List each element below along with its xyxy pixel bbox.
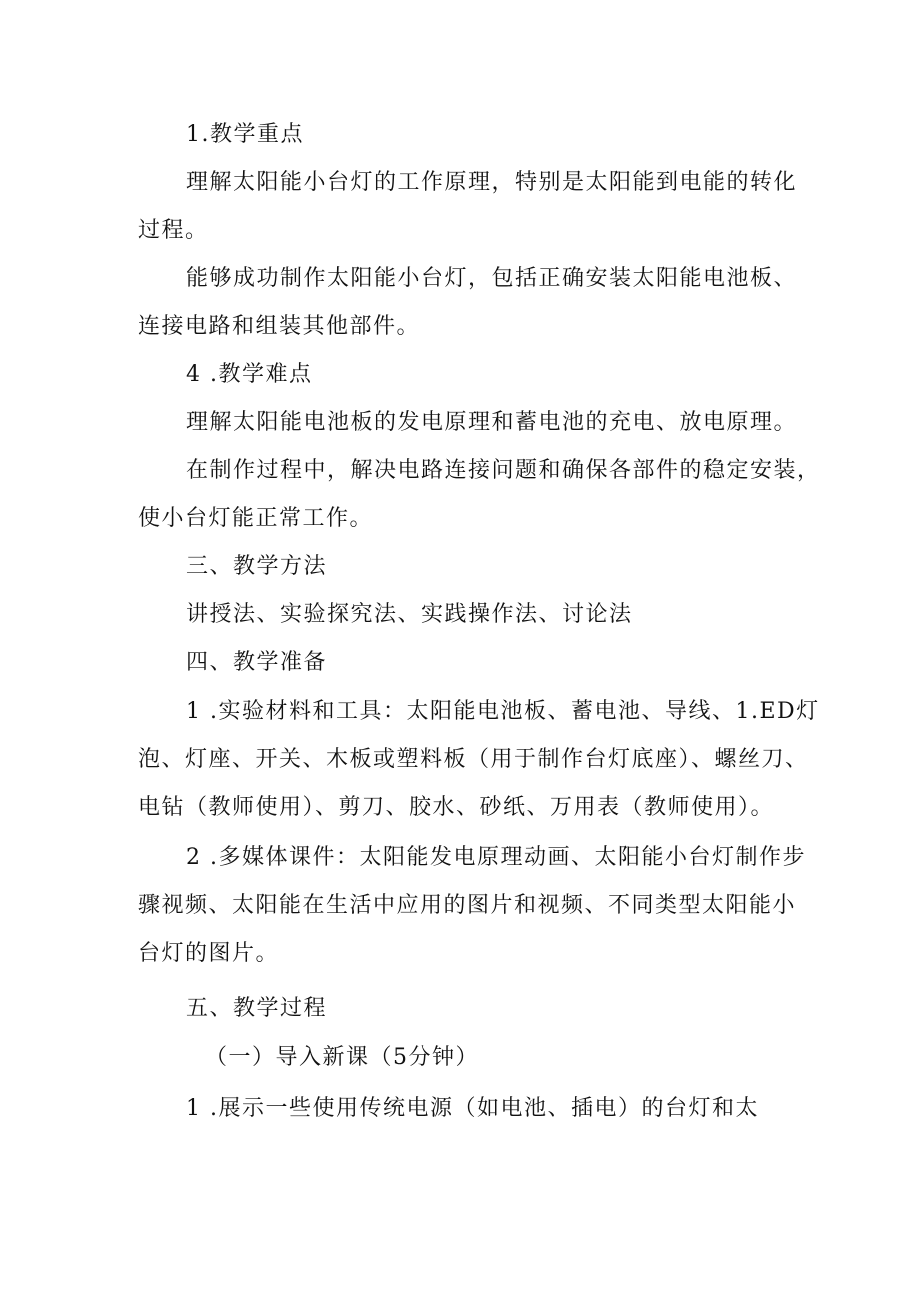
paragraph-line: 讲授法、实验探究法、实践操作法、讨论法 [186,602,633,627]
paragraph-line: 泡、灯座、开关、木板或塑料板（用于制作台灯底座）、螺丝刀、 [138,747,809,772]
paragraph-line: 台灯的图片。 [138,941,280,966]
paragraph-line: 1 .展示一些使用传统电源（如电池、插电）的台灯和太 [186,1096,759,1121]
paragraph-line: 骤视频、太阳能在生活中应用的图片和视频、不同类型太阳能小 [138,893,797,918]
paragraph-line: 在制作过程中，解决电路连接问题和确保各部件的稳定安装， [186,458,821,483]
section-heading-process: 五、教学过程 [186,996,328,1021]
heading-teaching-difficulty: 4 .教学难点 [186,362,313,387]
section-heading-methods: 三、教学方法 [186,554,328,579]
paragraph-line: 理解太阳能小台灯的工作原理，特别是太阳能到电能的转化 [186,170,798,195]
subsection-heading-intro: （一）导入新课（5分钟） [205,1045,479,1070]
paragraph-line: 连接电路和组装其他部件。 [138,314,421,339]
paragraph-line: 能够成功制作太阳能小台灯，包括正确安装太阳能电池板、 [186,266,798,291]
paragraph-line: 1 .实验材料和工具：太阳能电池板、蓄电池、导线、1.ED灯 [186,699,820,724]
paragraph-line: 过程。 [138,218,209,243]
paragraph-line: 2 .多媒体课件：太阳能发电原理动画、太阳能小台灯制作步 [186,845,806,870]
heading-teaching-focus: 1.教学重点 [186,122,304,147]
paragraph-line: 理解太阳能电池板的发电原理和蓄电池的充电、放电原理。 [186,410,798,435]
paragraph-line: 使小台灯能正常工作。 [138,506,374,531]
section-heading-preparation: 四、教学准备 [186,650,328,675]
paragraph-line: 电钻（教师使用）、剪刀、胶水、砂纸、万用表（教师使用）。 [138,795,775,820]
